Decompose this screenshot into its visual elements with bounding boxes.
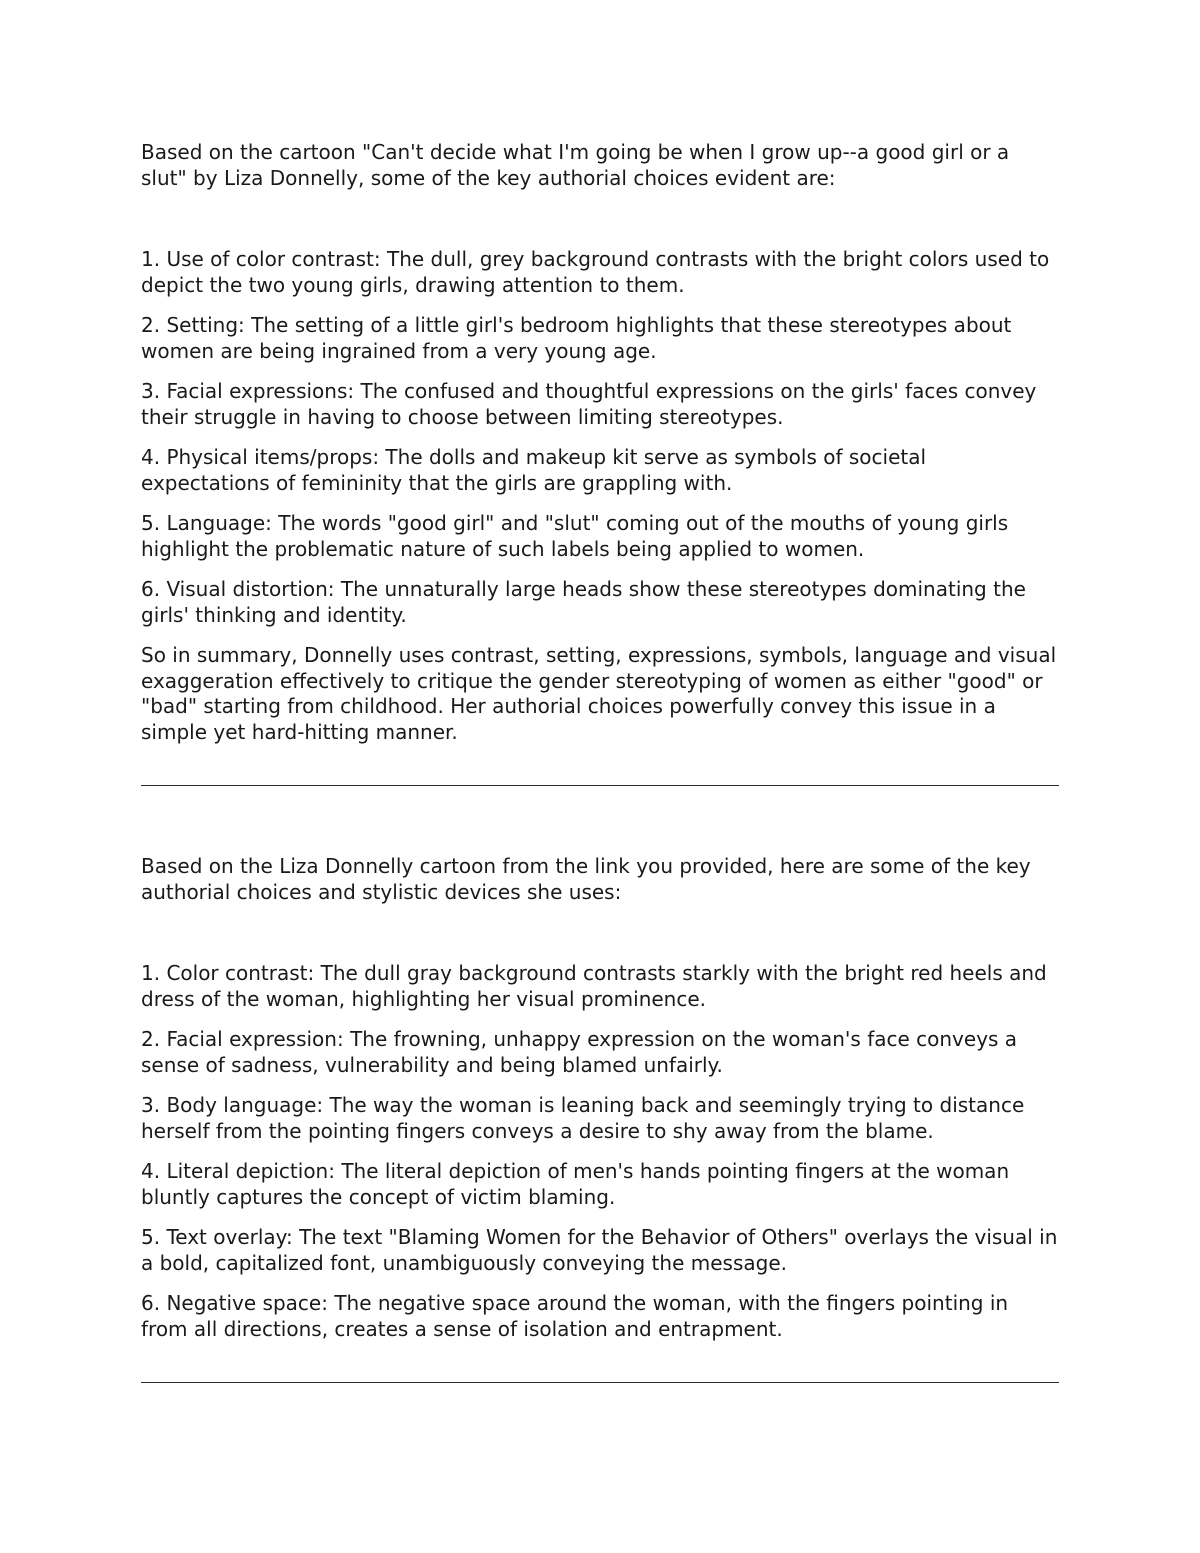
section-1-list: [141, 247, 1059, 628]
list-item: 6. Visual distortion: The unnaturally large heads show these stereotypes dominating the girls' thinking and identity.: [141, 577, 1026, 627]
list-item: 1. Color contrast: The dull gray background contrasts starkly with the bright red heels and dress of the woman, highlighting her visual prominence.: [141, 961, 1047, 1011]
list-item: 6. Negative space: The negative space around the woman, with the fingers pointing in from all directions, creates a sense of isolation and entrapment.: [141, 1291, 1009, 1341]
response-section-1: [141, 140, 1059, 786]
section-1-intro: Based on the cartoon "Can't decide what I'm going be when I grow up--a good girl or a slut" by Liza Donnelly, some of the key authorial choices evident are:: [141, 140, 1010, 190]
section-1-summary: So in summary, Donnelly uses contrast, setting, expressions, symbols, language and visual exaggeration effectively to critique the gender stereotyping of women as either "good" or "bad" starting from childhood. Her authorial choices powerfully convey this issue in a simple yet hard-hitting manner.: [141, 643, 1057, 744]
list-item: 5. Text overlay: The text "Blaming Women for the Behavior of Others" overlays the visual in a bold, capitalized font, unambiguously conveying the message.: [141, 1225, 1058, 1275]
document-page: [141, 140, 1059, 1383]
response-section-2: [141, 854, 1059, 1383]
list-item: 5. Language: The words "good girl" and "slut" coming out of the mouths of young girls highlight the problematic nature of such labels being applied to women.: [141, 511, 1009, 561]
list-item: 3. Facial expressions: The confused and thoughtful expressions on the girls' faces convey their struggle in having to choose between limiting stereotypes.: [141, 379, 1037, 429]
list-item: 2. Facial expression: The frowning, unhappy expression on the woman's face conveys a sense of sadness, vulnerability and being blamed unfairly.: [141, 1027, 1018, 1077]
section-2-list: [141, 961, 1059, 1342]
list-item: 3. Body language: The way the woman is leaning back and seemingly trying to distance herself from the pointing fingers conveys a desire to shy away from the blame.: [141, 1093, 1025, 1143]
list-item: 2. Setting: The setting of a little girl's bedroom highlights that these stereotypes about women are being ingrained from a very young age.: [141, 313, 1012, 363]
list-item: 1. Use of color contrast: The dull, grey background contrasts with the bright colors used to depict the two young girls, drawing attention to them.: [141, 247, 1050, 297]
section-divider: [141, 1382, 1059, 1383]
section-2-intro: Based on the Liza Donnelly cartoon from the link you provided, here are some of the key authorial choices and stylistic devices she uses:: [141, 854, 1031, 904]
list-item: 4. Physical items/props: The dolls and makeup kit serve as symbols of societal expectations of femininity that the girls are grappling with.: [141, 445, 927, 495]
list-item: 4. Literal depiction: The literal depiction of men's hands pointing fingers at the woman bluntly captures the concept of victim blaming.: [141, 1159, 1010, 1209]
section-divider: [141, 785, 1059, 786]
